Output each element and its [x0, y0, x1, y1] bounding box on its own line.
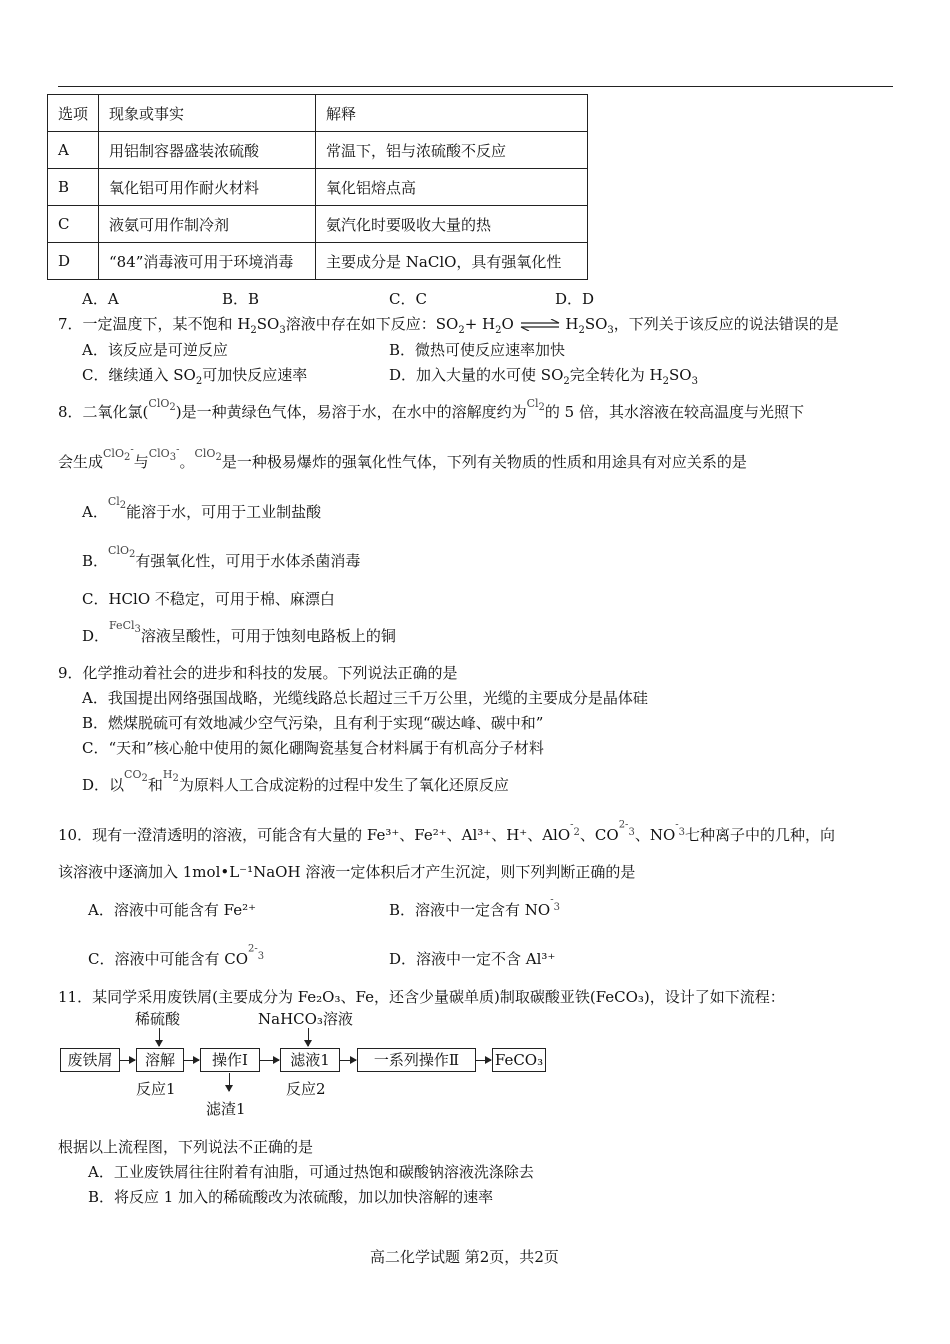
- q9-option-c: C．“天和”核心舱中使用的氮化硼陶瓷基复合材料属于有机高分子材料: [82, 739, 544, 757]
- table-cell: 常温下，铝与浓硫酸不反应: [316, 132, 588, 169]
- arrow-down-icon: [308, 1028, 309, 1046]
- question-10-line2: 该溶液中逐滴加入 1mol•L⁻¹NaOH 溶液一定体积后才产生沉淀，则下列判断正确的是: [58, 863, 636, 881]
- table-row: [48, 169, 588, 206]
- flow-box-operation-1: 操作Ⅰ: [200, 1048, 260, 1072]
- q10-option-a: A．溶液中可能含有 Fe²⁺: [88, 901, 256, 919]
- question-8-line1: 8．二氧化氯($^{ClO_2}$)是一种黄绿色气体，易溶于水，在水中的溶解度约为$^{Cl_2}$的 5 倍，其水溶液在较高温度与光照下: [58, 397, 804, 421]
- table-header: 解释: [316, 95, 588, 132]
- arrow-right-icon: [259, 1060, 279, 1061]
- table-row: [48, 95, 588, 132]
- top-rule: [58, 86, 893, 87]
- table-cell: 主要成分是 NaClO，具有强氧化性: [316, 243, 588, 280]
- table-header: 选项: [48, 95, 99, 132]
- table-cell: 氨汽化时要吸收大量的热: [316, 206, 588, 243]
- flow-input-nahco3: NaHCO₃溶液: [258, 1010, 353, 1028]
- q7-option-a: A．该反应是可逆反应: [82, 341, 228, 359]
- page-footer: 高二化学试题 第2页，共2页: [370, 1248, 559, 1266]
- question-8-line2: 会生成$^{ClO_2^-}$与$^{ClO_3^-}$。$^{ClO_2}$是一种极易爆炸的强氧化性气体，下列有关物质的性质和用途具有对应关系的是: [58, 444, 747, 471]
- arrow-down-icon: [229, 1073, 230, 1091]
- q10-option-c: C．溶液中可能含有 CO$^{^{2-}_3}$: [88, 943, 265, 968]
- q8-option-b: B．$^{ClO_2}$有强氧化性，可用于水体杀菌消毒: [82, 544, 361, 570]
- table-cell: 液氨可用作制冷剂: [99, 206, 316, 243]
- q10-option-d: D．溶液中一定不含 Al³⁺: [389, 950, 556, 968]
- q7-option-c: C．继续通入 $SO_2$可加快反应速率: [82, 366, 308, 387]
- table-row: [48, 132, 588, 169]
- q9-option-d: D．以$^{CO_2}$和$^{H_2}$为原料人工合成淀粉的过程中发生了氧化还原反应: [82, 768, 509, 794]
- q7-option-b: B．微热可使反应速率加快: [389, 341, 566, 359]
- table-cell: 氧化铝熔点高: [316, 169, 588, 206]
- table-row: [48, 243, 588, 280]
- q11-option-a: A．工业废铁屑往往附着有油脂，可通过热饱和碳酸钠溶液洗涤除去: [88, 1163, 534, 1181]
- flow-box-operation-2: 一系列操作Ⅱ: [357, 1048, 476, 1072]
- arrow-right-icon: [119, 1060, 135, 1061]
- answer-d: D．D: [555, 290, 595, 308]
- flow-box-dissolve: 溶解: [136, 1048, 184, 1072]
- question-7-stem: 7．一定温度下，某不饱和 $H_2SO_3$溶液中存在如下反应：$SO_2+ H_2O$ $H_2SO_3$，下列关于该反应的说法错误的是: [58, 315, 839, 336]
- flow-label-reaction-1: 反应1: [136, 1080, 176, 1098]
- q9-option-a: A．我国提出网络强国战略，光缆线路总长超过三千万公里，光缆的主要成分是晶体硅: [82, 689, 648, 707]
- table-cell: 氧化铝可用作耐火材料: [99, 169, 316, 206]
- q10-option-b: B．溶液中一定含有 $NO^{^-_3}$: [389, 894, 560, 919]
- table-row: [48, 206, 588, 243]
- q8-option-d: D．$^{FeCl_3}$溶液呈酸性，可用于蚀刻电路板上的铜: [82, 619, 396, 645]
- table-cell: 用铝制容器盛装浓硫酸: [99, 132, 316, 169]
- table-cell: C: [48, 206, 99, 243]
- table-header: 现象或事实: [99, 95, 316, 132]
- question-9-stem: 9．化学推动着社会的进步和科技的发展。下列说法正确的是: [58, 664, 458, 682]
- flow-input-sulfuric-acid: 稀硫酸: [135, 1010, 181, 1028]
- q8-option-c: C．HClO 不稳定，可用于棉、麻漂白: [82, 590, 335, 608]
- question-11-prompt: 根据以上流程图，下列说法不正确的是: [58, 1138, 314, 1156]
- answer-b: B．B: [222, 290, 260, 308]
- q7-option-d: D．加入大量的水可使 $SO_2$完全转化为 $H_2SO_3$: [389, 366, 698, 387]
- question-10-line1: 10．现有一澄清透明的溶液，可能含有大量的 Fe³⁺、Fe²⁺、Al³⁺、H⁺、AlO$^{^-_2}$、CO$^{^{2-}_3}$、$NO^{^-_3}$七种离子中的几种，向: [58, 819, 836, 844]
- arrow-right-icon: [339, 1060, 356, 1061]
- q11-option-b: B．将反应 1 加入的稀硫酸改为浓硫酸，加以加快溶解的速率: [88, 1188, 494, 1206]
- options-table: [47, 94, 588, 280]
- table-cell: A: [48, 132, 99, 169]
- flow-output-residue: 滤渣1: [206, 1100, 246, 1118]
- table-cell: B: [48, 169, 99, 206]
- arrow-right-icon: [475, 1060, 491, 1061]
- question-11-stem: 11．某同学采用废铁屑(主要成分为 Fe₂O₃、Fe，还含少量碳单质)制取碳酸亚铁(FeCO₃)，设计了如下流程：: [58, 988, 785, 1006]
- answer-a: A．A: [82, 290, 119, 308]
- reversible-arrow-icon: [519, 319, 561, 331]
- flow-box-scrap-iron: 废铁屑: [60, 1048, 120, 1072]
- flow-box-filtrate-1: 滤液1: [280, 1048, 340, 1072]
- answer-c: C．C: [389, 290, 427, 308]
- flow-box-feco3: FeCO₃: [492, 1048, 546, 1072]
- arrow-right-icon: [183, 1060, 199, 1061]
- arrow-down-icon: [159, 1028, 160, 1046]
- q8-option-a: A．$^{Cl_2}$能溶于水，可用于工业制盐酸: [82, 495, 322, 521]
- table-cell: D: [48, 243, 99, 280]
- flow-label-reaction-2: 反应2: [286, 1080, 326, 1098]
- q9-option-b: B．燃煤脱硫可有效地减少空气污染，且有利于实现“碳达峰、碳中和”: [82, 714, 544, 732]
- table-cell: “84”消毒液可用于环境消毒: [99, 243, 316, 280]
